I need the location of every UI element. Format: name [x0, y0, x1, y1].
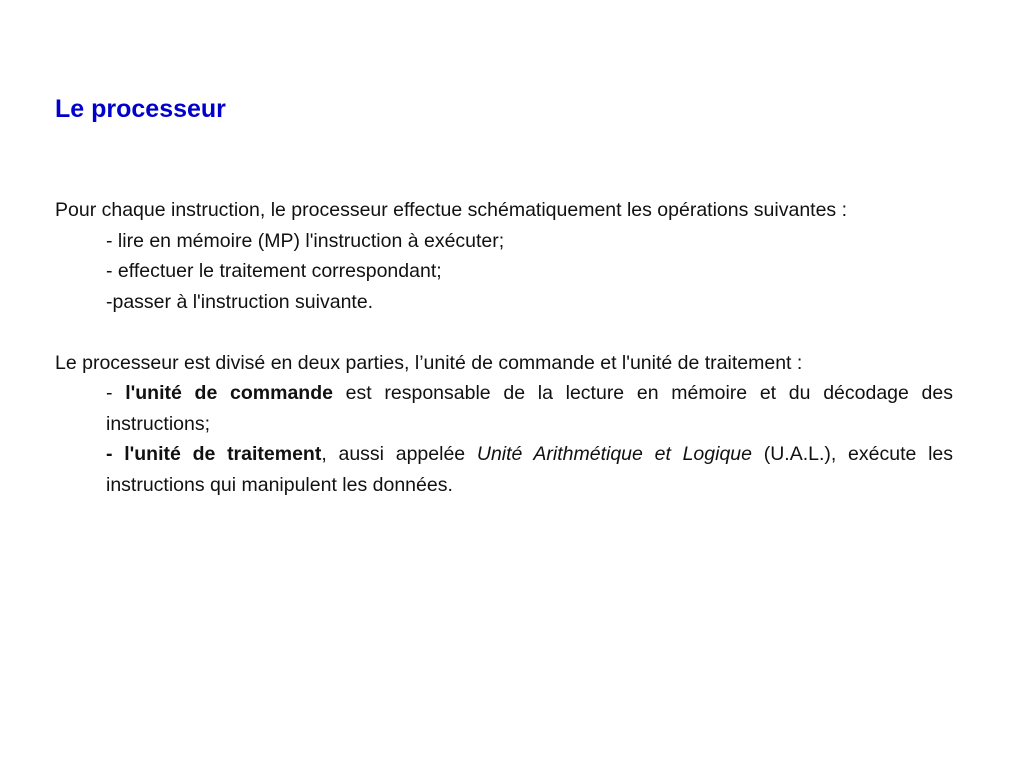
slide-content — [55, 195, 953, 500]
list-item: - effectuer le traitement correspondant; — [106, 260, 442, 282]
parts-list — [55, 378, 953, 500]
list-item-processing-unit — [55, 439, 953, 500]
item-prefix: - — [106, 382, 126, 404]
term-command-unit: l'unité de commande — [125, 382, 333, 404]
division-paragraph: Le processeur est divisé en deux parties, l’unité de commande et l'unité de traitement : — [55, 351, 803, 374]
list-item: - lire en mémoire (MP) l'instruction à exécuter; — [106, 229, 505, 252]
list-item: -passer à l'instruction suivante. — [106, 290, 374, 313]
term-processing-unit: - l'unité de traitement — [106, 443, 322, 465]
list-item-command-unit — [55, 378, 953, 439]
operations-list — [55, 226, 953, 318]
slide-title: Le processeur — [55, 95, 226, 123]
item-text: , aussi appelée — [321, 443, 477, 465]
alu-name: Unité Arithmétique et Logique — [476, 443, 752, 465]
item-text: (U.A.L.), exécute les instructions qui manipulent les données. — [106, 443, 953, 496]
intro-paragraph: Pour chaque instruction, le processeur effectue schématiquement les opérations suivantes : — [55, 199, 848, 221]
paragraph-spacer — [55, 317, 953, 348]
item-text: est responsable de la lecture en mémoire et du décodage des instructions; — [106, 382, 954, 435]
